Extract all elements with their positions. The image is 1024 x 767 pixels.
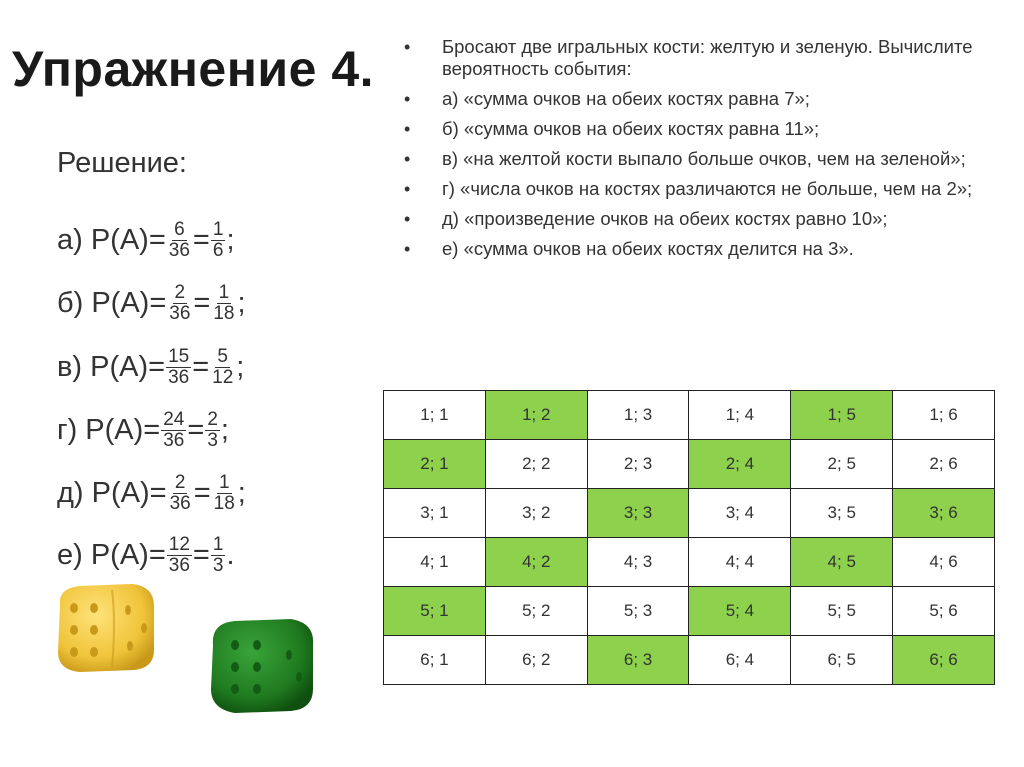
table-cell: 6; 3 [587, 636, 689, 685]
table-row [384, 538, 995, 587]
table-cell: 6; 6 [893, 636, 995, 685]
fraction-numerator: 6 [174, 218, 185, 240]
equals-sign: = [192, 538, 210, 571]
fraction-numerator: 5 [217, 345, 228, 367]
outcomes-table [383, 390, 995, 685]
fraction-numerator: 1 [212, 533, 224, 555]
fraction-numerator: 24 [163, 408, 185, 430]
table-cell: 2; 6 [893, 440, 995, 489]
fraction-denominator: 6 [212, 239, 224, 261]
fraction-denominator: 36 [169, 492, 191, 514]
table-cell: 3; 6 [893, 489, 995, 538]
answer-label: б) Р(А)= [57, 286, 167, 319]
equals-sign: = [192, 350, 210, 383]
table-cell: 4; 6 [893, 538, 995, 587]
task-item: • г) «числа очков на костях различаются не больше, чем на 2»; [404, 178, 1004, 200]
table-cell: 1; 5 [791, 391, 893, 440]
answer-end: . [226, 538, 235, 571]
table-cell: 3; 4 [689, 489, 791, 538]
task-item: • а) «сумма очков на обеих костях равна 7»; [404, 88, 1004, 110]
table-row [384, 440, 995, 489]
table-cell: 1; 3 [587, 391, 689, 440]
fraction-numerator: 2 [207, 408, 218, 430]
table-row [384, 636, 995, 685]
fraction-numerator: 1 [212, 218, 224, 240]
fraction [211, 283, 236, 324]
fraction-numerator: 12 [168, 533, 190, 555]
fraction-denominator: 3 [207, 429, 218, 451]
table-cell: 4; 2 [485, 538, 587, 587]
table-cell: 3; 1 [384, 489, 486, 538]
table-cell: 2; 3 [587, 440, 689, 489]
table-cell: 3; 2 [485, 489, 587, 538]
table-cell: 4; 5 [791, 538, 893, 587]
fraction [212, 473, 237, 514]
table-cell: 4; 1 [384, 538, 486, 587]
task-list [404, 36, 1004, 268]
answer-label: е) Р(А)= [57, 538, 166, 571]
answer-row [57, 405, 229, 455]
fraction-denominator: 36 [168, 239, 190, 261]
table-cell: 2; 2 [485, 440, 587, 489]
task-item: • в) «на желтой кости выпало больше очков, чем на зеленой»; [404, 148, 1004, 170]
fraction [161, 410, 186, 451]
task-item: • д) «произведение очков на обеих костях равно 10»; [404, 208, 1004, 230]
equals-sign: = [193, 476, 211, 509]
task-item: • Бросают две игральных кости: желтую и зеленую. Вычислите вероятность события: [404, 36, 1004, 80]
table-cell: 3; 3 [587, 489, 689, 538]
table-cell: 6; 2 [485, 636, 587, 685]
table-cell: 5; 4 [689, 587, 791, 636]
answer-end: ; [236, 350, 245, 383]
table-cell: 5; 5 [791, 587, 893, 636]
table-cell: 5; 1 [384, 587, 486, 636]
solution-label: Решение: [57, 147, 187, 179]
fraction-denominator: 36 [168, 366, 190, 388]
answer-label: д) Р(А)= [57, 476, 167, 509]
table-cell: 1; 6 [893, 391, 995, 440]
table-cell: 6; 5 [791, 636, 893, 685]
answer-label: в) Р(А)= [57, 350, 166, 383]
fraction [205, 410, 220, 451]
fraction-numerator: 1 [218, 281, 230, 303]
fraction-denominator: 36 [163, 429, 185, 451]
table-cell: 3; 5 [791, 489, 893, 538]
fraction [168, 473, 193, 514]
answer-row [57, 530, 235, 580]
fraction-numerator: 2 [174, 281, 186, 303]
table-cell: 5; 3 [587, 587, 689, 636]
table-cell: 1; 1 [384, 391, 486, 440]
table-row [384, 489, 995, 538]
fraction [210, 347, 235, 388]
answer-row [57, 278, 246, 328]
slide-title: Упражнение 4. [12, 41, 375, 97]
equals-sign: = [192, 223, 210, 256]
answer-end: ; [237, 476, 246, 509]
answer-row [57, 342, 244, 392]
fraction [211, 535, 226, 576]
fraction-denominator: 18 [213, 302, 235, 324]
table-cell: 6; 4 [689, 636, 791, 685]
fraction-denominator: 3 [212, 554, 224, 576]
table-row [384, 391, 995, 440]
table-cell: 5; 2 [485, 587, 587, 636]
table-cell: 5; 6 [893, 587, 995, 636]
fraction [211, 220, 226, 261]
fraction-denominator: 36 [169, 302, 191, 324]
task-item: • б) «сумма очков на обеих костях равна 11»; [404, 118, 1004, 140]
task-item: • е) «сумма очков на обеих костях делится на 3». [404, 238, 1004, 260]
answer-label: а) Р(А)= [57, 223, 166, 256]
fraction-numerator: 2 [174, 471, 186, 493]
answer-label: г) Р(А)= [57, 413, 161, 446]
table-cell: 1; 2 [485, 391, 587, 440]
table-cell: 1; 4 [689, 391, 791, 440]
answer-row [57, 468, 246, 518]
table-cell: 4; 3 [587, 538, 689, 587]
table-cell: 4; 4 [689, 538, 791, 587]
fraction-numerator: 15 [168, 345, 190, 367]
equals-sign: = [193, 286, 211, 319]
equals-sign: = [187, 413, 205, 446]
answer-end: ; [237, 286, 246, 319]
fraction [167, 283, 192, 324]
table-cell: 6; 1 [384, 636, 486, 685]
fraction [167, 535, 192, 576]
table-cell: 2; 4 [689, 440, 791, 489]
fraction-numerator: 1 [218, 471, 230, 493]
fraction [166, 347, 191, 388]
fraction [167, 220, 192, 261]
table-cell: 2; 5 [791, 440, 893, 489]
fraction-denominator: 12 [212, 366, 234, 388]
fraction-denominator: 36 [168, 554, 190, 576]
table-row [384, 587, 995, 636]
table-cell: 2; 1 [384, 440, 486, 489]
answer-row [57, 215, 235, 265]
answer-end: ; [220, 413, 229, 446]
green-die-image [205, 615, 320, 715]
yellow-die-image [50, 580, 160, 675]
fraction-denominator: 18 [213, 492, 235, 514]
answer-end: ; [226, 223, 235, 256]
